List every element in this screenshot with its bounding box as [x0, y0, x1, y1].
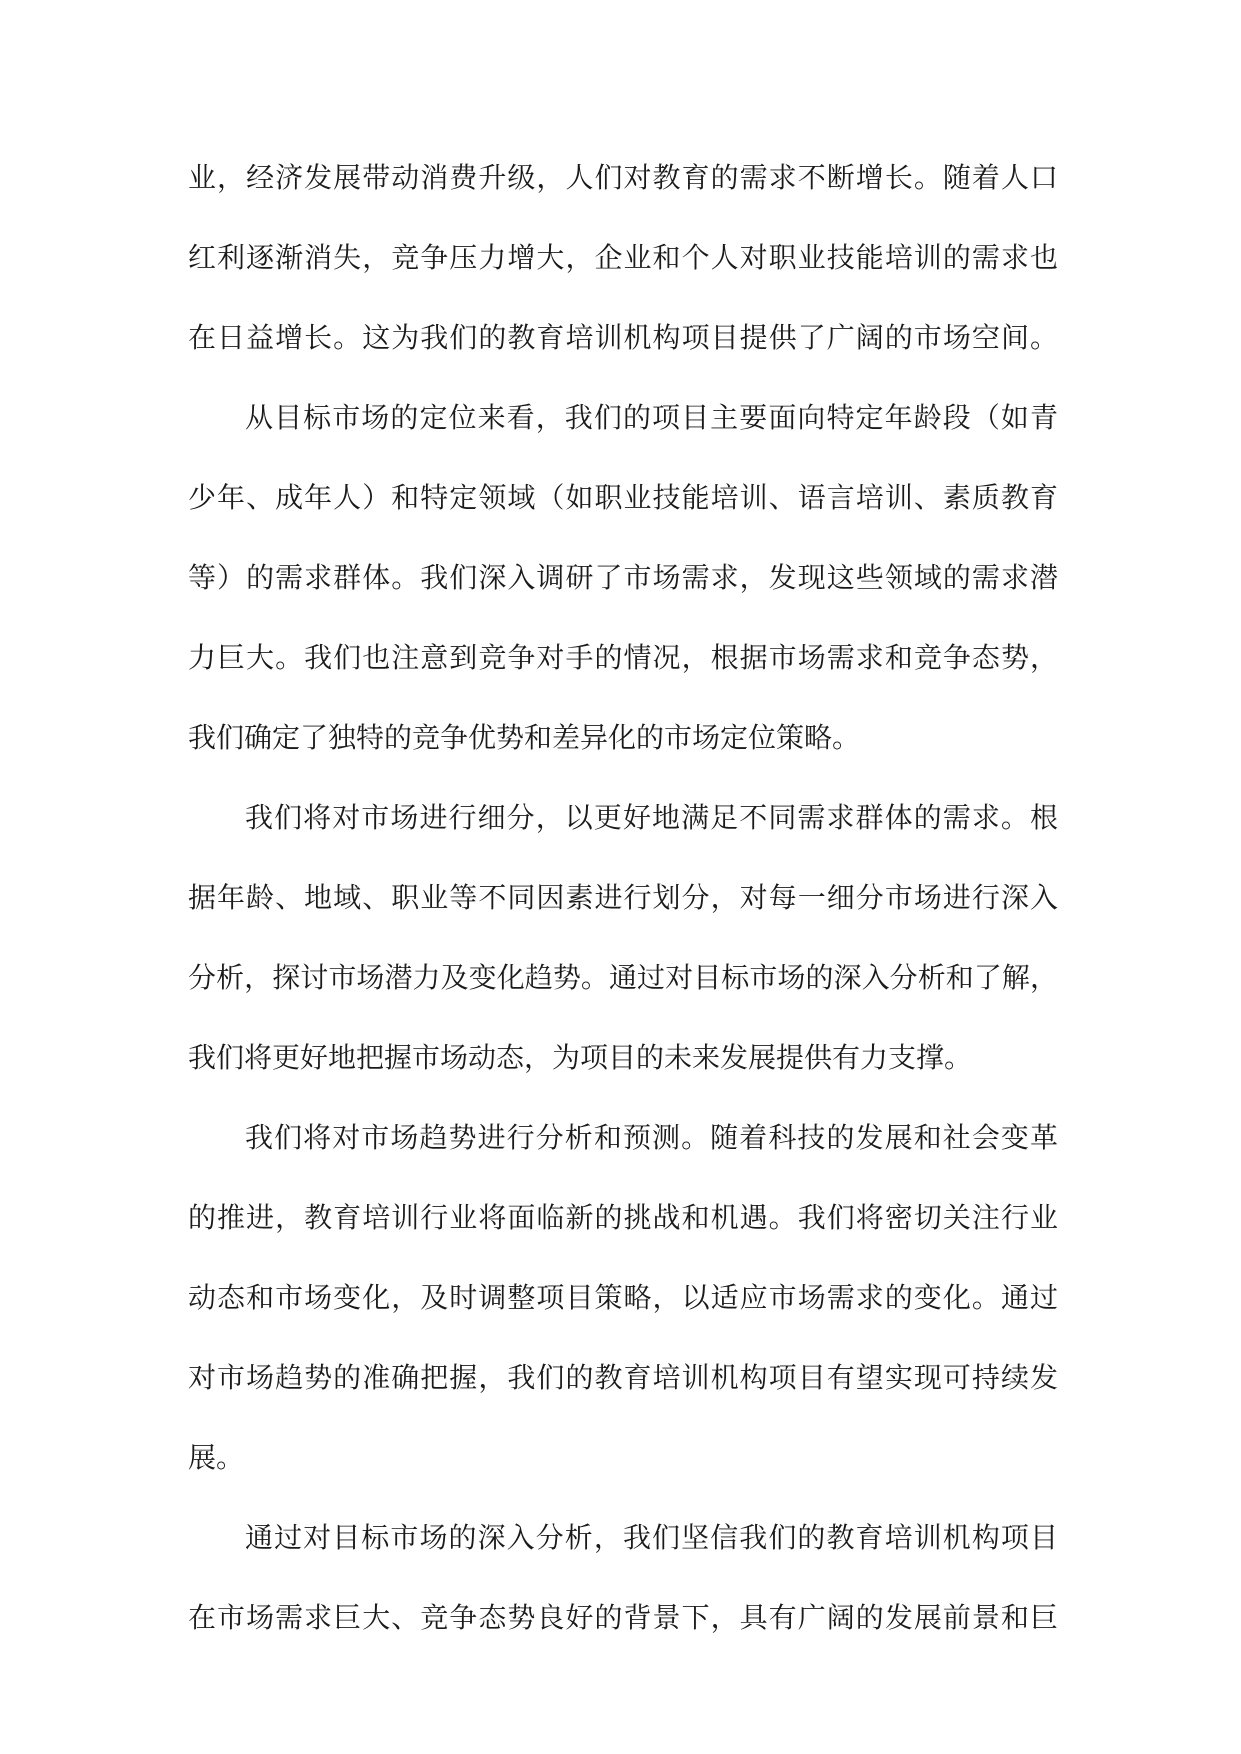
paragraph-first-line: 从目标市场的定位来看，我们的项目主要面向特定年龄段（如青: [245, 401, 1058, 434]
paragraph-line: 据年龄、地域、职业等不同因素进行划分，对每一细分市场进行深入: [188, 881, 1058, 914]
paragraph-line: 等）的需求群体。我们深入调研了市场需求，发现这些领域的需求潜: [188, 561, 1058, 594]
paragraph-line: 动态和市场变化，及时调整项目策略，以适应市场需求的变化。通过: [188, 1281, 1058, 1314]
paragraph-last-line: 我们将更好地把握市场动态，为项目的未来发展提供有力支撑。: [188, 1041, 973, 1074]
paragraph-line: 力巨大。我们也注意到竞争对手的情况，根据市场需求和竞争态势，: [188, 641, 1058, 674]
document-body: [188, 138, 1058, 1658]
paragraph-line: 业，经济发展带动消费升级，人们对教育的需求不断增长。随着人口: [188, 161, 1058, 194]
paragraph-line: 的推进，教育培训行业将面临新的挑战和机遇。我们将密切关注行业: [188, 1201, 1058, 1234]
paragraph-line: 少年、成年人）和特定领域（如职业技能培训、语言培训、素质教育: [188, 481, 1058, 514]
paragraph-first-line: 通过对目标市场的深入分析，我们坚信我们的教育培训机构项目: [245, 1521, 1058, 1554]
paragraph-line: 在日益增长。这为我们的教育培训机构项目提供了广阔的市场空间。: [188, 321, 1058, 354]
paragraph-line: 分析，探讨市场潜力及变化趋势。通过对目标市场的深入分析和了解，: [188, 961, 1058, 994]
paragraph-last-line: 我们确定了独特的竞争优势和差异化的市场定位策略。: [188, 721, 861, 754]
paragraph-first-line: 我们将对市场进行细分，以更好地满足不同需求群体的需求。根: [245, 801, 1058, 834]
paragraph-first-line: 我们将对市场趋势进行分析和预测。随着科技的发展和社会变革: [245, 1121, 1058, 1154]
paragraph-line: 在市场需求巨大、竞争态势良好的背景下，具有广阔的发展前景和巨: [188, 1601, 1058, 1634]
paragraph-last-line: 展。: [188, 1441, 245, 1474]
paragraph-line: 红利逐渐消失，竞争压力增大，企业和个人对职业技能培训的需求也: [188, 241, 1058, 274]
paragraph-line: 对市场趋势的准确把握，我们的教育培训机构项目有望实现可持续发: [188, 1361, 1058, 1394]
